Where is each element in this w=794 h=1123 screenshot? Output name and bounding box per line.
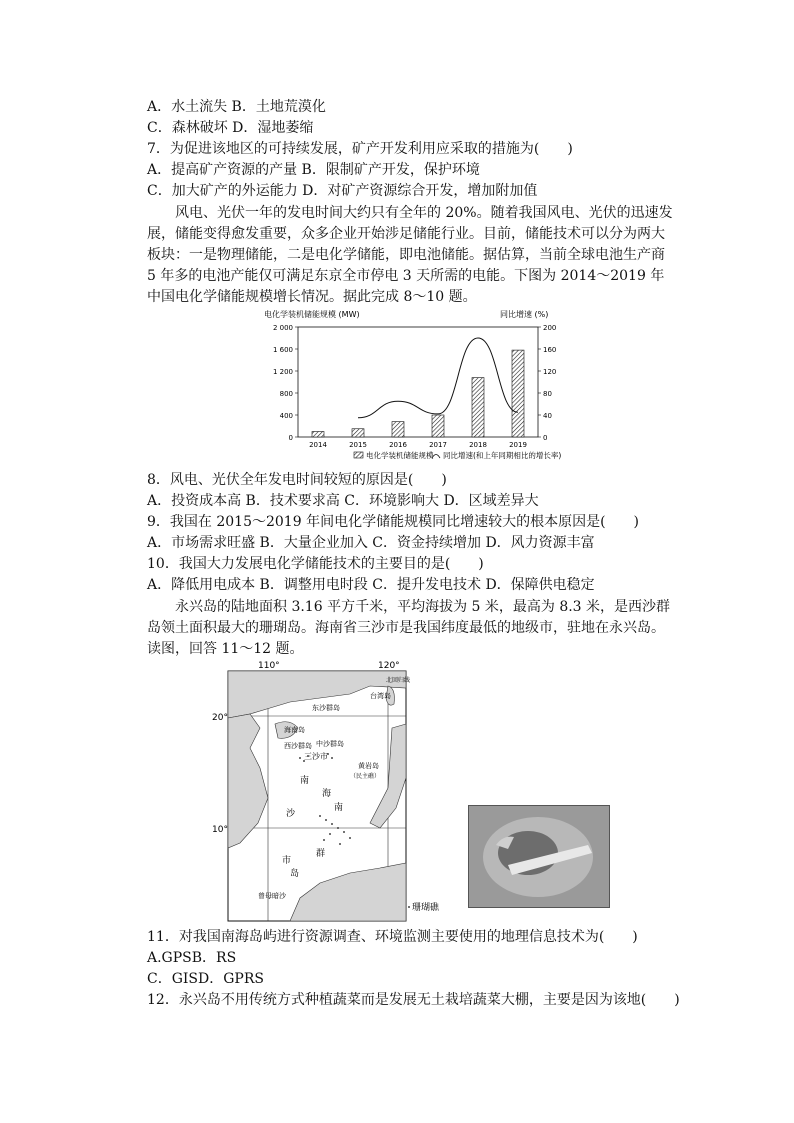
passage-yongxing: 永兴岛的陆地面积 3.16 平方千米，平均海拔为 5 米，最高为 8.3 米，是西沙群岛领土面积最大的珊瑚岛。海南省三沙市是我国纬度最低的地级市，驻地在永兴岛。读图，回答 11～12 题。 bbox=[147, 599, 671, 657]
legend-bar-label: 电化学装机储能规模 bbox=[366, 451, 434, 460]
q9-options: A．市场需求旺盛 B．大量企业加入 C．资金持续增加 D．风力资源丰富 bbox=[147, 535, 595, 551]
chart-ylabel: 电化学装机储能规模 (MW) bbox=[264, 310, 360, 319]
y2-tick-label: 200 bbox=[543, 324, 557, 332]
lat-10-label: 10° bbox=[212, 825, 228, 835]
y-tick-label: 400 bbox=[279, 412, 293, 420]
xisha-label: 西沙群岛 bbox=[284, 742, 312, 750]
x-tick-label: 2017 bbox=[429, 441, 447, 449]
bar-2019 bbox=[512, 350, 524, 437]
q12-stem: 12．永兴岛不用传统方式种植蔬菜而是发展无土栽培蔬菜大棚，主要是因为该地( ) bbox=[147, 992, 680, 1008]
huangyan-label: 黄岩岛 bbox=[358, 762, 379, 770]
hai-label: 海 bbox=[322, 789, 332, 799]
x-tick-label: 2019 bbox=[509, 441, 527, 449]
q7-options-ab: A．提高矿产资源的产量 B．限制矿产开发，保护环境 bbox=[147, 162, 480, 178]
lat-20-label: 20° bbox=[212, 713, 228, 723]
shi-label: 市 bbox=[282, 856, 292, 866]
taiwan-label: 台湾岛 bbox=[370, 692, 391, 700]
q10-options: A．降低用电成本 B．调整用电时段 C．提升发电技术 D．保障供电稳定 bbox=[147, 577, 595, 593]
dongsha-label: 东沙群岛 bbox=[312, 704, 340, 712]
bar-2016 bbox=[392, 422, 404, 437]
lon-120-label: 120° bbox=[378, 661, 400, 671]
legend-line-label: 同比增速(和上年同期相比的增长率) bbox=[443, 451, 562, 460]
passage-energy-storage: 风电、光伏一年的发电时间大约只有全年的 20%。随着我国风电、光伏的迅速发展，储能变得愈发重要，众多企业开始涉足储能行业。目前，储能技术可以分为两大板块：一是物理储能，二是电化学储能，即电池储能。据估算，当前全球电池生产商 5 年多的电池产能仅可满足东京全市停电 3 天所需的电能。下图为 2014～2019 年中国电化学储能规模增长情况。据此完成 8～10 题。 bbox=[147, 205, 673, 305]
plot-area bbox=[298, 327, 538, 437]
legend-bar-swatch bbox=[354, 452, 363, 458]
bar-2014 bbox=[312, 432, 324, 438]
q11-options-ab: A.GPSB．RS bbox=[147, 950, 237, 966]
y-tick-label: 800 bbox=[279, 390, 293, 398]
legend-coral-dot bbox=[408, 906, 410, 908]
y-tick-label: 2 000 bbox=[272, 324, 293, 332]
growth-rate-line bbox=[358, 338, 518, 418]
q7-stem: 7．为促进该地区的可持续发展，矿产开发利用应采取的措施为( ) bbox=[147, 141, 573, 157]
y2-tick-label: 0 bbox=[543, 434, 548, 442]
q8-options: A．投资成本高 B．技术要求高 C．环境影响大 D．区域差异大 bbox=[147, 493, 539, 509]
y2-tick-label: 80 bbox=[543, 390, 552, 398]
q10-stem: 10．我国大力发展电化学储能技术的主要目的是( ) bbox=[147, 556, 484, 572]
x-tick-label: 2014 bbox=[309, 441, 327, 449]
hainan-label: 海南岛 bbox=[284, 726, 305, 734]
yongxing-photo bbox=[468, 805, 610, 908]
lon-110-label: 110° bbox=[258, 661, 280, 671]
x-tick-label: 2018 bbox=[469, 441, 487, 449]
storage-chart bbox=[262, 305, 592, 465]
bar-2017 bbox=[432, 415, 444, 437]
y-tick-label: 1 600 bbox=[272, 346, 293, 354]
q11-stem: 11．对我国南海岛屿进行资源调查、环境监测主要使用的地理信息技术为( ) bbox=[147, 929, 638, 945]
sha-label: 沙 bbox=[286, 809, 296, 819]
zhongsha-label: 中沙群岛 bbox=[316, 740, 344, 748]
q6-options-ab: A．水土流失 B．土地荒漠化 bbox=[147, 99, 326, 115]
q7-options-cd: C．加大矿产的外运能力 D．对矿产资源综合开发，增加附加值 bbox=[147, 183, 538, 199]
dao-label: 岛 bbox=[290, 869, 300, 879]
nan2-label: 南 bbox=[334, 803, 344, 813]
x-tick-label: 2016 bbox=[389, 441, 407, 449]
x-tick-label: 2015 bbox=[349, 441, 367, 449]
y-tick-label: 1 200 bbox=[272, 368, 293, 376]
y2-tick-label: 40 bbox=[543, 412, 552, 420]
legend-coral-label: 珊瑚礁 bbox=[412, 903, 440, 913]
y2-tick-label: 120 bbox=[543, 368, 557, 376]
q9-stem: 9．我国在 2015～2019 年间电化学储能规模同比增速较大的根本原因是( ) bbox=[147, 514, 639, 530]
bar-2018 bbox=[472, 378, 484, 437]
y2-tick-label: 160 bbox=[543, 346, 557, 354]
minzhu-label: （民主礁） bbox=[350, 773, 381, 780]
qun-label: 群 bbox=[316, 849, 326, 859]
bar-2015 bbox=[352, 429, 364, 437]
south-china-sea-map bbox=[212, 658, 460, 923]
chart-y2label: 同比增速 (%) bbox=[500, 310, 549, 319]
zengmu-label: 曾母暗沙 bbox=[258, 892, 286, 900]
y-tick-label: 0 bbox=[288, 434, 293, 442]
sansha-label: 三沙市 bbox=[304, 752, 328, 761]
tropic-label: 北回归线 bbox=[386, 677, 411, 684]
q11-options-cd: C．GISD．GPRS bbox=[147, 971, 264, 987]
q8-stem: 8．风电、光伏全年发电时间较短的原因是( ) bbox=[147, 472, 447, 488]
q6-options-cd: C．森林破坏 D．湿地萎缩 bbox=[147, 120, 314, 136]
nan-label: 南 bbox=[300, 776, 310, 786]
